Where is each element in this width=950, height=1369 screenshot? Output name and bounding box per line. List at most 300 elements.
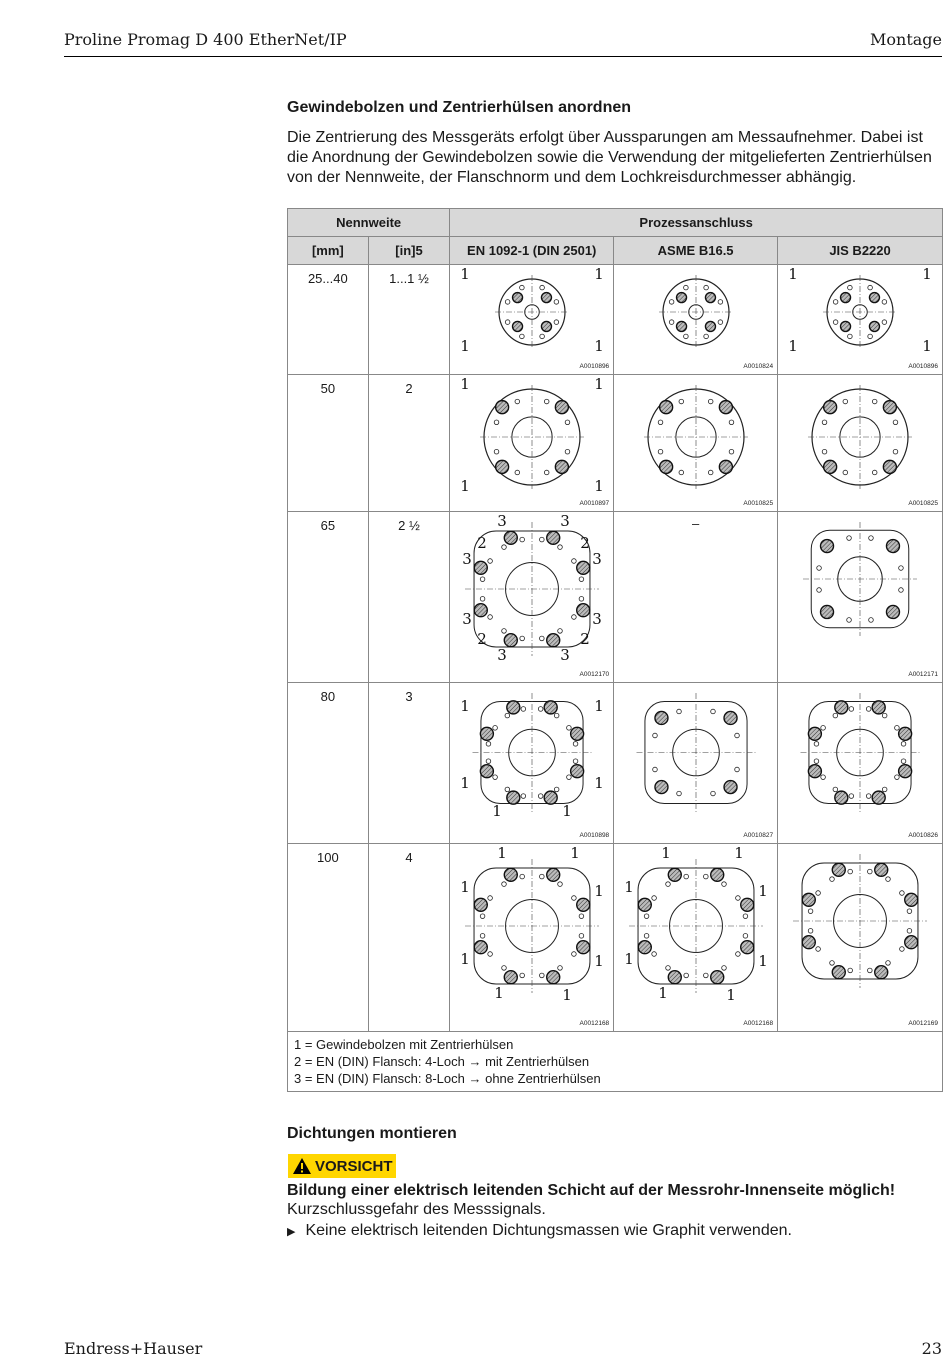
callout-label: 1: [459, 337, 470, 355]
bolt-hole: [520, 973, 525, 978]
threaded-stud: [899, 727, 912, 740]
threaded-stud: [638, 898, 651, 911]
threaded-stud: [832, 966, 845, 979]
bolt-hole: [683, 874, 688, 879]
threaded-stud: [887, 605, 900, 618]
cell-mm: 65: [288, 512, 369, 683]
threaded-stud: [724, 781, 737, 794]
callout-label: 1: [493, 984, 504, 1002]
bolt-hole: [493, 775, 498, 780]
callout-label: 1: [496, 844, 507, 862]
bolt-hole: [849, 707, 854, 712]
callout-label: 1: [660, 844, 671, 862]
cell-jis-figure: [778, 844, 943, 1032]
threaded-stud: [875, 966, 888, 979]
bolt-hole: [488, 896, 493, 901]
bolt-hole: [665, 882, 670, 887]
threaded-stud: [512, 293, 522, 303]
bolt-hole: [540, 285, 545, 290]
threaded-stud: [504, 868, 517, 881]
bolt-hole: [644, 914, 649, 919]
table-row: [288, 375, 943, 512]
bolt-hole: [849, 794, 854, 799]
threaded-stud: [824, 460, 837, 473]
bolt-hole: [480, 597, 485, 602]
figure-id: A0010826: [908, 832, 938, 839]
bolt-hole: [901, 759, 906, 764]
threaded-stud: [835, 791, 848, 804]
legend-item: 2 = EN (DIN) Flansch: 4-Loch → mit Zentrierhülsen: [294, 1054, 590, 1069]
bolt-hole: [566, 726, 571, 731]
bolt-hole: [743, 914, 748, 919]
threaded-stud: [875, 863, 888, 876]
threaded-stud: [869, 293, 879, 303]
bolt-hole: [501, 545, 506, 550]
bolt-hole: [886, 961, 891, 966]
threaded-stud: [495, 460, 508, 473]
bolt-hole: [872, 470, 877, 475]
threaded-stud: [474, 561, 487, 574]
bolt-hole: [708, 399, 713, 404]
bolt-hole: [901, 742, 906, 747]
bolt-hole: [743, 934, 748, 939]
threaded-stud: [887, 540, 900, 553]
threaded-stud: [668, 868, 681, 881]
cell-en-figure: [450, 844, 614, 1032]
bolt-hole: [721, 966, 726, 971]
bolt-hole: [669, 300, 674, 305]
callout-label: 3: [591, 550, 602, 568]
bolt-hole: [833, 300, 838, 305]
bolt-hole: [679, 399, 684, 404]
callout-label: 1: [593, 697, 604, 715]
bolt-hole: [520, 874, 525, 879]
bolt-hole: [557, 882, 562, 887]
bolt-hole: [573, 759, 578, 764]
threaded-stud: [899, 765, 912, 778]
bolt-hole: [539, 874, 544, 879]
bolt-hole: [554, 300, 559, 305]
bolt-hole: [893, 449, 898, 454]
bolt-hole: [848, 869, 853, 874]
bolt-hole: [868, 334, 873, 339]
threaded-stud: [705, 321, 715, 331]
cell-in: 2: [368, 375, 450, 512]
warning-badge: [288, 1154, 396, 1178]
bolt-hole: [488, 615, 493, 620]
bolt-hole: [571, 559, 576, 564]
cell-asme-figure: [614, 683, 778, 844]
callout-label: 3: [559, 512, 570, 530]
col-header-asme: ASME B16.5: [614, 237, 778, 265]
threaded-stud: [719, 401, 732, 414]
threaded-stud: [710, 971, 723, 984]
bolt-hole: [679, 470, 684, 475]
callout-label: 1: [593, 952, 604, 970]
flange-diagram: [457, 512, 607, 662]
cell-in: 4: [368, 844, 450, 1032]
bullet-triangle-icon: ▶: [287, 1226, 296, 1238]
threaded-stud: [905, 893, 918, 906]
callout-label: 1: [788, 337, 798, 355]
bolt-hole: [817, 566, 822, 571]
callout-label: 1: [623, 878, 634, 896]
callout-label: 2: [476, 630, 487, 648]
callout-label: 1: [593, 375, 604, 393]
bolt-hole: [554, 787, 559, 792]
threaded-stud: [544, 791, 557, 804]
cell-jis-figure: [778, 683, 943, 844]
bolt-hole: [729, 420, 734, 425]
bolt-hole: [494, 449, 499, 454]
figure-id: A0012171: [908, 671, 938, 678]
threaded-stud: [821, 605, 834, 618]
bolt-hole: [899, 588, 904, 593]
col-header-mm: [mm]: [288, 237, 369, 265]
threaded-stud: [905, 936, 918, 949]
threaded-stud: [570, 765, 583, 778]
footer-brand: Endress+Hauser: [64, 1339, 203, 1358]
bolt-hole: [480, 914, 485, 919]
bolt-hole: [515, 470, 520, 475]
callout-label: 3: [496, 512, 507, 530]
callout-label: 3: [559, 646, 570, 662]
bolt-hole: [830, 961, 835, 966]
bolt-hole: [808, 909, 813, 914]
threaded-stud: [808, 727, 821, 740]
bolt-hole: [579, 934, 584, 939]
warning-instruction: [287, 1222, 792, 1240]
bolt-hole: [579, 577, 584, 582]
bolt-hole: [571, 952, 576, 957]
figure-id: A0010896: [908, 363, 938, 370]
threaded-stud: [883, 401, 896, 414]
bolt-hole: [900, 891, 905, 896]
bolt-hole: [515, 399, 520, 404]
bolt-hole: [734, 733, 739, 738]
bolt-hole: [833, 713, 838, 718]
bolt-hole: [703, 874, 708, 879]
threaded-stud: [504, 634, 517, 647]
bolt-hole: [505, 787, 510, 792]
bolt-hole: [486, 742, 491, 747]
bolt-hole: [893, 420, 898, 425]
flange-diagram: [457, 683, 607, 818]
col-header-prozess: Prozessanschluss: [450, 209, 943, 237]
cell-jis-figure: [778, 265, 943, 375]
bolt-hole: [554, 713, 559, 718]
bolt-hole: [734, 767, 739, 772]
col-header-jis: JIS B2220: [778, 237, 943, 265]
bolt-hole: [869, 618, 874, 623]
threaded-stud: [740, 941, 753, 954]
bolt-hole: [866, 794, 871, 799]
threaded-stud: [668, 971, 681, 984]
bolt-hole: [676, 791, 681, 796]
bolt-hole: [519, 285, 524, 290]
table-row: [288, 512, 943, 683]
threaded-stud: [576, 561, 589, 574]
bolt-hole: [703, 973, 708, 978]
callout-label: 2: [579, 630, 590, 648]
callout-label: 1: [922, 265, 932, 283]
figure-id: A0010898: [579, 832, 610, 839]
threaded-stud: [872, 701, 885, 714]
callout-label: 1: [593, 477, 604, 495]
bolt-hole: [538, 794, 543, 799]
threaded-stud: [802, 893, 815, 906]
bolt-hole: [710, 709, 715, 714]
not-applicable: –: [692, 516, 700, 531]
figure-id: A0012168: [743, 1020, 774, 1027]
cell-asme-figure: [614, 512, 778, 683]
flange-diagram: [457, 375, 607, 495]
cell-en-figure: [450, 512, 614, 683]
callout-label: 3: [496, 646, 507, 662]
col-header-en: EN 1092-1 (DIN 2501): [450, 237, 614, 265]
flange-diagram: [457, 844, 607, 1004]
callout-label: 1: [561, 802, 572, 818]
threaded-stud: [832, 863, 845, 876]
flange-diagram: [785, 512, 935, 642]
threaded-stud: [576, 604, 589, 617]
table-row: [288, 844, 943, 1032]
flange-diagram: [621, 265, 771, 355]
threaded-stud: [872, 791, 885, 804]
bolt-hole: [848, 285, 853, 290]
callout-label: 3: [461, 550, 472, 568]
bolt-hole: [493, 726, 498, 731]
cell-in: 3: [368, 683, 450, 844]
cell-mm: 50: [288, 375, 369, 512]
figure-id: A0010824: [743, 363, 774, 370]
bolt-hole: [501, 629, 506, 634]
bolt-hole: [895, 726, 900, 731]
bolt-hole: [817, 588, 822, 593]
callout-label: 1: [593, 265, 604, 283]
threaded-stud: [544, 701, 557, 714]
flange-diagram: [785, 683, 935, 818]
bolt-hole: [703, 334, 708, 339]
bolt-hole: [907, 929, 912, 934]
bolt-hole: [868, 285, 873, 290]
flange-diagram: [785, 375, 935, 495]
bolt-hole: [683, 285, 688, 290]
callout-label: 1: [459, 950, 470, 968]
header-rule: [64, 56, 942, 57]
cell-asme-figure: [614, 265, 778, 375]
bolt-hole: [658, 420, 663, 425]
bolt-hole: [721, 882, 726, 887]
bolt-hole: [735, 896, 740, 901]
cell-in: 2 ½: [368, 512, 450, 683]
bolt-hole: [718, 300, 723, 305]
bolt-hole: [665, 966, 670, 971]
figure-id: A0010827: [743, 832, 774, 839]
threaded-stud: [659, 460, 672, 473]
callout-label: 1: [593, 882, 604, 900]
bolt-hole: [520, 537, 525, 542]
cell-mm: 100: [288, 844, 369, 1032]
bolt-hole: [833, 787, 838, 792]
callout-label: 1: [491, 802, 502, 818]
callout-label: 1: [623, 950, 634, 968]
bolt-hole: [868, 869, 873, 874]
threaded-stud: [841, 293, 851, 303]
bolt-hole: [651, 896, 656, 901]
bolt-hole: [494, 420, 499, 425]
threaded-stud: [740, 898, 753, 911]
bolt-hole: [703, 285, 708, 290]
flange-diagram: [621, 375, 771, 495]
threaded-stud: [676, 293, 686, 303]
bolt-hole: [505, 713, 510, 718]
threaded-stud: [474, 941, 487, 954]
threaded-stud: [821, 540, 834, 553]
bolt-hole: [573, 742, 578, 747]
flange-diagram: [621, 844, 771, 1004]
cell-en-figure: [450, 683, 614, 844]
callout-label: 1: [593, 774, 604, 792]
bolt-hole: [652, 767, 657, 772]
bolt-hole: [539, 537, 544, 542]
flange-diagram: [621, 683, 771, 818]
table-row: [288, 265, 943, 375]
threaded-stud: [710, 868, 723, 881]
threaded-stud: [480, 727, 493, 740]
bolt-hole: [866, 707, 871, 712]
threaded-stud: [507, 701, 520, 714]
threaded-stud: [504, 531, 517, 544]
bolt-hole: [554, 320, 559, 325]
callout-label: 3: [591, 610, 602, 628]
threaded-stud: [507, 791, 520, 804]
warning-label: VORSICHT: [315, 1157, 393, 1175]
callout-label: 1: [733, 844, 744, 862]
bolt-hole: [683, 334, 688, 339]
callout-label: 1: [459, 375, 470, 393]
threaded-stud: [474, 604, 487, 617]
threaded-stud: [719, 460, 732, 473]
callout-label: 1: [593, 337, 604, 355]
threaded-stud: [555, 460, 568, 473]
bolt-hole: [557, 545, 562, 550]
threaded-stud: [655, 711, 668, 724]
threaded-stud: [480, 765, 493, 778]
cell-asme-figure: [614, 844, 778, 1032]
threaded-stud: [883, 460, 896, 473]
threaded-stud: [808, 765, 821, 778]
bolt-hole: [505, 320, 510, 325]
bolt-hole: [822, 449, 827, 454]
threaded-stud: [659, 401, 672, 414]
bolt-hole: [571, 615, 576, 620]
bolt-hole: [830, 877, 835, 882]
flange-diagram: [785, 844, 935, 994]
callout-label: 1: [459, 878, 470, 896]
bolt-hole: [669, 320, 674, 325]
threaded-stud: [835, 701, 848, 714]
bolt-hole: [480, 577, 485, 582]
bolt-hole: [729, 449, 734, 454]
bolt-hole: [882, 300, 887, 305]
bolt-hole: [539, 973, 544, 978]
threaded-stud: [802, 936, 815, 949]
cell-en-figure: [450, 265, 614, 375]
bolt-hole: [900, 947, 905, 952]
bolt-hole: [565, 449, 570, 454]
bolt-hole: [557, 966, 562, 971]
figure-id: A0010897: [579, 500, 610, 507]
bolt-hole: [708, 470, 713, 475]
bolt-hole: [544, 470, 549, 475]
bolt-hole: [658, 449, 663, 454]
callout-label: 1: [569, 844, 580, 862]
page-header-left: Proline Promag D 400 EtherNet/IP: [64, 30, 347, 49]
bolt-hole: [814, 742, 819, 747]
bolt-hole: [710, 791, 715, 796]
bolt-hole: [814, 759, 819, 764]
bolt-hole: [557, 629, 562, 634]
cell-mm: 80: [288, 683, 369, 844]
threaded-stud: [541, 293, 551, 303]
threaded-stud: [570, 727, 583, 740]
bolt-hole: [833, 320, 838, 325]
bolt-hole: [544, 399, 549, 404]
bolt-hole: [882, 787, 887, 792]
bolt-hole: [895, 775, 900, 780]
bolt-hole: [501, 966, 506, 971]
bolt-hole: [843, 399, 848, 404]
threaded-stud: [541, 321, 551, 331]
bolt-hole: [565, 420, 570, 425]
bolt-hole: [907, 909, 912, 914]
bolt-hole: [847, 618, 852, 623]
bolt-hole: [718, 320, 723, 325]
callout-label: 1: [657, 984, 668, 1002]
col-header-in: [in]5: [368, 237, 450, 265]
cell-jis-figure: [778, 375, 943, 512]
bolt-hole: [735, 952, 740, 957]
figure-id: A0010825: [743, 500, 774, 507]
legend-item: 3 = EN (DIN) Flansch: 8-Loch → ohne Zentrierhülsen: [294, 1071, 601, 1086]
legend-item: 1 = Gewindebolzen mit Zentrierhülsen: [294, 1037, 514, 1052]
threaded-stud: [869, 321, 879, 331]
threaded-stud: [504, 971, 517, 984]
callout-label: 1: [788, 265, 798, 283]
bolt-hole: [847, 536, 852, 541]
threaded-stud: [676, 321, 686, 331]
page-header-right: Montage: [870, 30, 942, 49]
col-header-nennweite: Nennweite: [288, 209, 450, 237]
bolt-hole: [821, 726, 826, 731]
threaded-stud: [655, 781, 668, 794]
bolt-hole: [676, 709, 681, 714]
cell-mm: 25...40: [288, 265, 369, 375]
bolt-hole: [816, 947, 821, 952]
figure-id: A0012169: [908, 1020, 938, 1027]
bolt-hole: [538, 707, 543, 712]
bolt-hole: [899, 566, 904, 571]
figure-id: A0010896: [579, 363, 610, 370]
flange-diagram: [785, 265, 935, 355]
bolt-hole: [821, 775, 826, 780]
threaded-stud: [555, 401, 568, 414]
cell-in: 1...1 ½: [368, 265, 450, 375]
callout-label: 2: [476, 534, 487, 552]
section-title-bolts: Gewindebolzen und Zentrierhülsen anordnen: [287, 99, 632, 116]
bolt-hole: [872, 399, 877, 404]
